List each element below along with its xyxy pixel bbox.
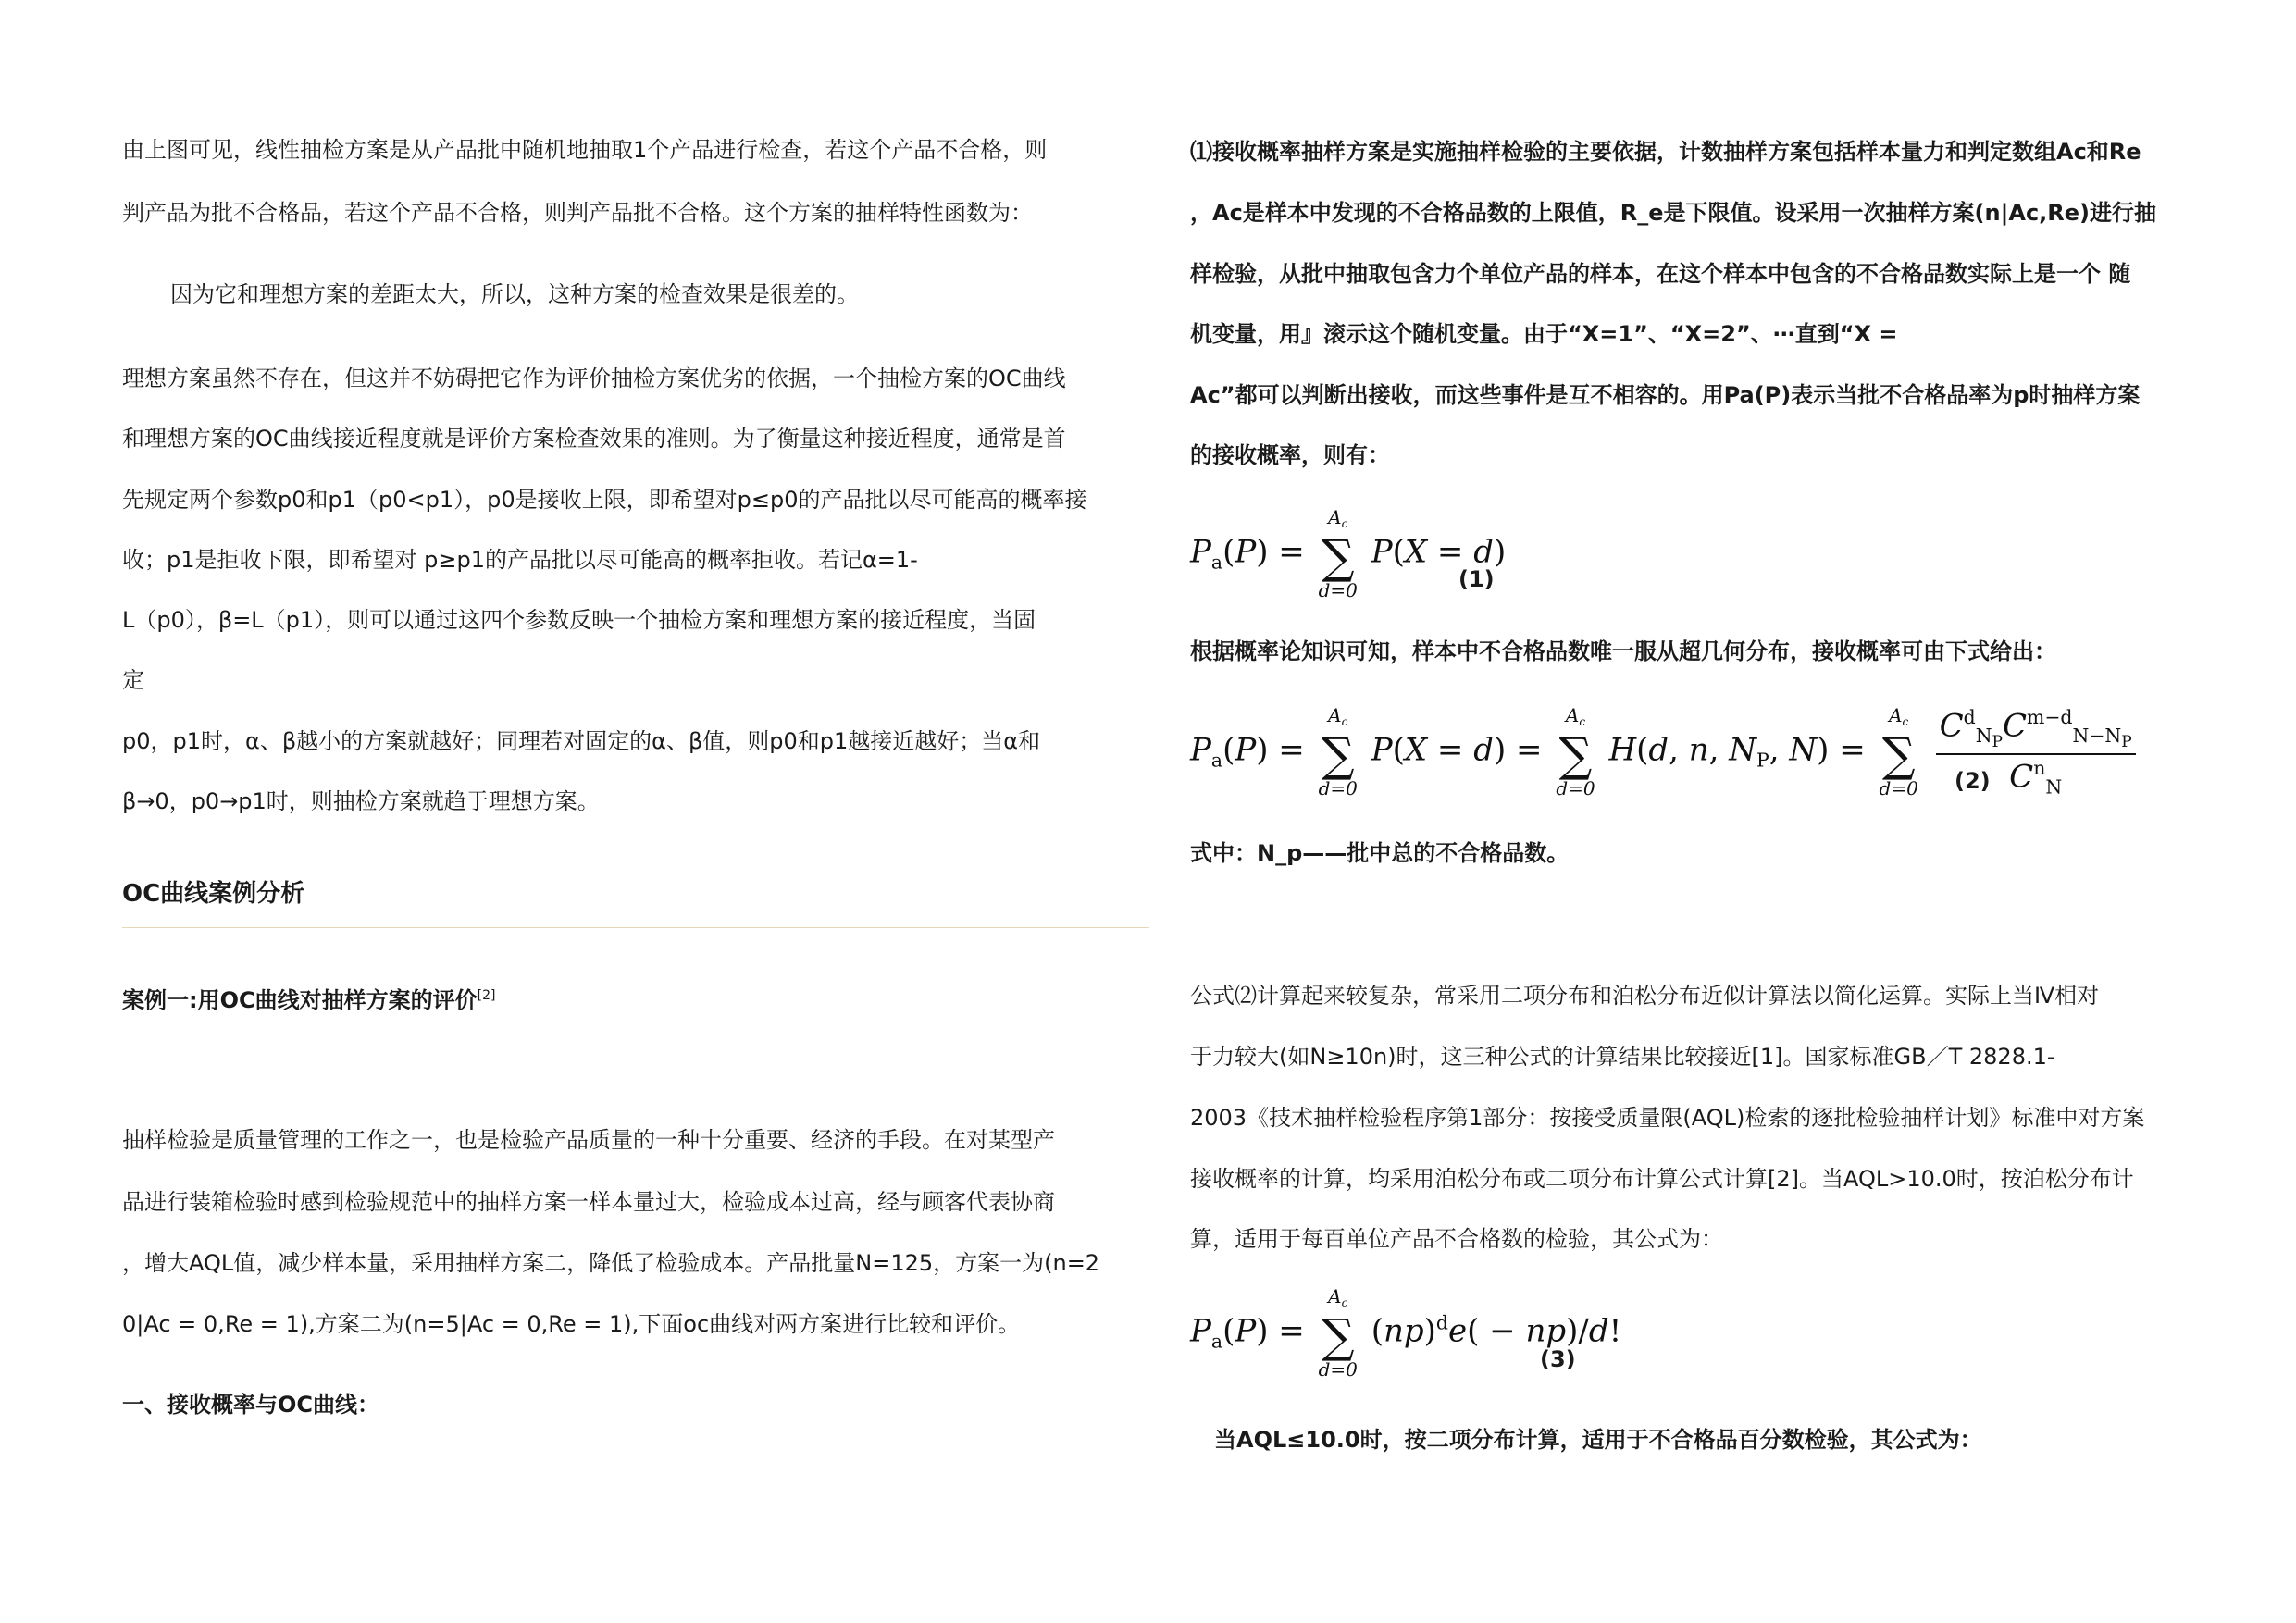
paragraph-line: 式中：N_p——批中总的不合格品数。 <box>1190 840 1570 866</box>
paragraph-line: 判产品为批不合格品，若这个产品不合格，则判产品批不合格。这个方案的抽样特性函数为： <box>122 200 1033 226</box>
paragraph-line: 样检验，从批中抽取包含力个单位产品的样本，在这个样本中包含的不合格品数实际上是一个 随 <box>1190 261 2131 287</box>
paragraph-line: L（p0），β=L（p1），则可以通过这四个参数反映一个抽检方案和理想方案的接近程度，当固 <box>122 607 1036 633</box>
paragraph-line: 0|Ac = 0,Re = 1),方案二为(n=5|Ac = 0,Re = 1),下面oc曲线对两方案进行比较和评价。 <box>122 1311 1021 1337</box>
fraction: $\frac{C^d_{N_P}C^{m-d}_{N-N_P}}{C^n_N}$ <box>1936 706 2136 799</box>
paragraph-line: 理想方案虽然不存在，但这并不妨碍把它作为评价抽检方案优劣的依据，一个抽检方案的OC曲线 <box>122 365 1066 391</box>
equation-number: (1) <box>1458 566 1495 592</box>
paragraph-line: 定 <box>122 667 144 693</box>
equation-2: $P_a(P)$ = $A_c$ ∑ d=0 P(X = d) = $A_c$ ∑ d=0 H(d, n, $N_P$, N) = $A_c$ ∑ d=0 $\frac{C^d_{N_P}C^{m-d}_{N-N_P}}{C^n_N}$ <box>1190 705 2140 799</box>
citation-ref[interactable]: [2] <box>477 988 496 1003</box>
heading-divider <box>122 927 1149 928</box>
paragraph-line: 的接收概率，则有： <box>1190 442 1390 468</box>
sum-symbol: $A_c$ ∑ d=0 <box>1318 704 1358 800</box>
subsection-heading: 一、接收概率与OC曲线： <box>122 1392 380 1418</box>
paragraph-line: 算，适用于每百单位产品不合格数的检验，其公式为： <box>1190 1226 1723 1252</box>
paragraph-line: p0，p1时，α、β越小的方案就越好；同理若对固定的α、β值，则p0和p1越接近越好；当α和 <box>122 728 1041 754</box>
paragraph-line: 和理想方案的OC曲线接近程度就是评价方案检查效果的准则。为了衡量这种接近程度，通常是首 <box>122 426 1066 452</box>
sum-symbol: $A_c$ ∑ d=0 <box>1318 1285 1358 1381</box>
paragraph-line: ⑴接收概率抽样方案是实施抽样检验的主要依据，计数抽样方案包括样本量力和判定数组Ac和Re <box>1190 139 2141 165</box>
paragraph-line: 根据概率论知识可知，样本中不合格品数唯一服从超几何分布，接收概率可由下式给出： <box>1190 638 2056 664</box>
paragraph-line: 当AQL≤10.0时，按二项分布计算，适用于不合格品百分数检验，其公式为： <box>1214 1427 1982 1453</box>
case-heading <box>122 981 1149 1015</box>
paragraph-line: 品进行装箱检验时感到检验规范中的抽样方案一样本量过大，检验成本过高，经与顾客代表协商 <box>122 1189 1055 1215</box>
paragraph-line: 机变量，用』滚示这个随机变量。由于“X=1”、“X=2”、⋯直到“X = <box>1190 321 1898 347</box>
paragraph-line: Ac”都可以判断出接收，而这些事件是互不相容的。用Pa(P)表示当批不合格品率为p时抽样方案 <box>1190 382 2141 408</box>
sum-symbol: $A_c$ ∑ d=0 <box>1318 506 1358 602</box>
sum-symbol: $A_c$ ∑ d=0 <box>1879 704 1918 800</box>
paragraph-line: 2003《技术抽样检验程序第1部分：按接受质量限(AQL)检索的逐批检验抽样计划》标准中对方案 <box>1190 1105 2145 1131</box>
equation-3: $P_a(P)$ = $A_c$ ∑ d=0 (np)$^d$e( − np)/d! <box>1190 1285 1622 1381</box>
equation-number: (3) <box>1540 1346 1576 1372</box>
paragraph-line: 于力较大(如N≥10n)时，这三种公式的计算结果比较接近[1]。国家标准GB／T 2828.1- <box>1190 1044 2055 1070</box>
paragraph-line: ，Ac是样本中发现的不合格品数的上限值，R_e是下限值。设采用一次抽样方案(n|Ac,Re)进行抽 <box>1190 200 2157 226</box>
equation-number: (2) <box>1955 768 1991 794</box>
sum-symbol: $A_c$ ∑ d=0 <box>1556 704 1595 800</box>
paragraph-line: 先规定两个参数p0和p1（p0<p1），p0是接收上限，即希望对p≤p0的产品批以尽可能高的概率接 <box>122 487 1087 513</box>
equation-1: $P_a(P)$ = $A_c$ ∑ d=0 P(X = d) <box>1190 506 1507 602</box>
section-heading: OC曲线案例分析 <box>122 880 305 908</box>
paragraph-line: 公式⑵计算起来较复杂，常采用二项分布和泊松分布近似计算法以简化运算。实际上当Ⅳ相对 <box>1190 983 2100 1009</box>
paragraph-line: 因为它和理想方案的差距太大，所以，这种方案的检查效果是很差的。 <box>170 281 859 307</box>
paragraph-line: 抽样检验是质量管理的工作之一，也是检验产品质量的一种十分重要、经济的手段。在对某型产 <box>122 1127 1055 1153</box>
case-heading-text: 案例一:用OC曲线对抽样方案的评价 <box>122 987 478 1013</box>
paragraph-line: 收；p1是拒收下限，即希望对 p≥p1的产品批以尽可能高的概率拒收。若记α=1- <box>122 547 918 573</box>
paragraph-line: β→0，p0→p1时，则抽检方案就趋于理想方案。 <box>122 788 600 814</box>
paragraph-line: 由上图可见，线性抽检方案是从产品批中随机地抽取1个产品进行检查，若这个产品不合格，则 <box>122 137 1048 163</box>
paragraph-line: 接收概率的计算，均采用泊松分布或二项分布计算公式计算[2]。当AQL>10.0时，按泊松分布计 <box>1190 1166 2134 1192</box>
paragraph-line: ，增大AQL值，减少样本量，采用抽样方案二，降低了检验成本。产品批量N=125，方案一为(n=2 <box>122 1250 1100 1276</box>
